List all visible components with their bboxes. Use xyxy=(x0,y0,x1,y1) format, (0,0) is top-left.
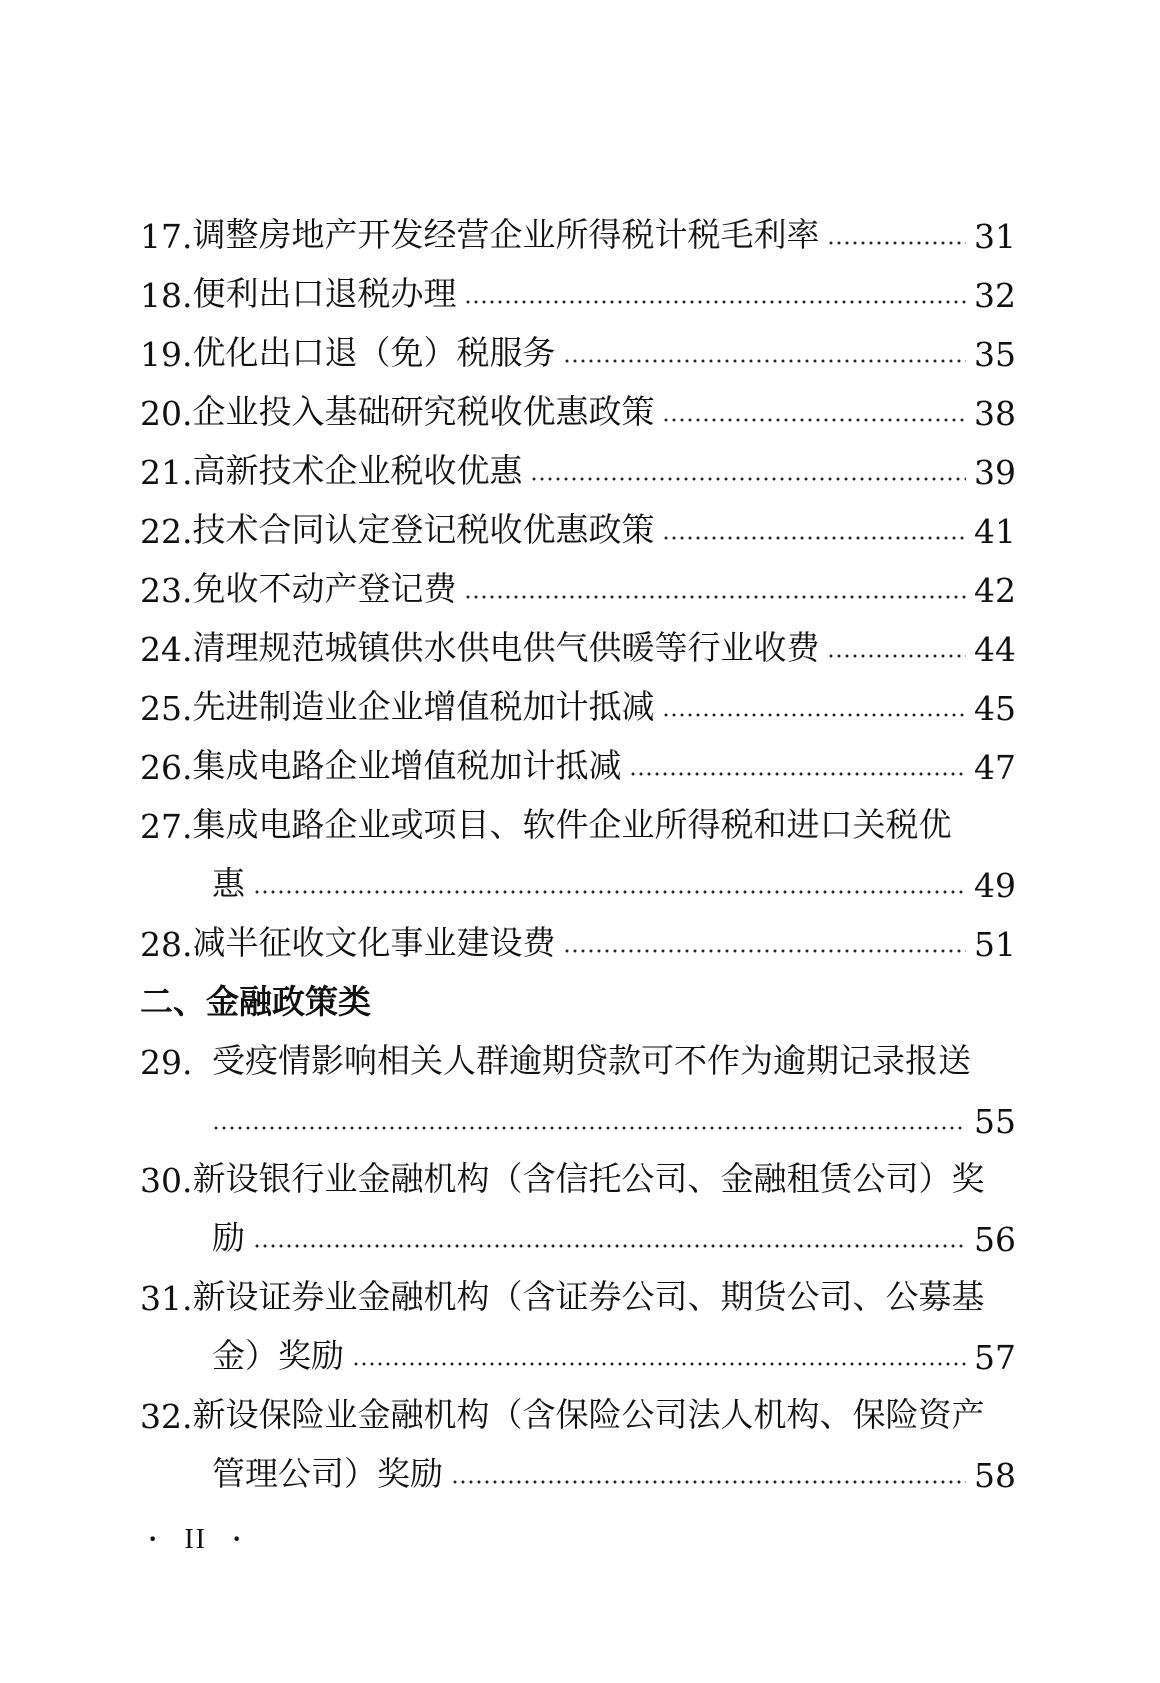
leader-dots xyxy=(563,359,966,363)
toc-entry-30[interactable] xyxy=(140,1141,1016,1259)
page-folio xyxy=(148,1524,243,1556)
leader-dots xyxy=(827,241,966,245)
leader-dots xyxy=(464,595,966,599)
entry-title-continued: 金）奖励 xyxy=(212,1336,344,1375)
entry-page: 55 xyxy=(974,1102,1016,1141)
leader-dots xyxy=(451,1480,966,1484)
entry-title: 新设保险业金融机构（含保险公司法人机构、保险资产 xyxy=(192,1395,985,1434)
entry-number: 23. xyxy=(140,571,193,610)
entry-title: 新设银行业金融机构（含信托公司、金融租赁公司）奖 xyxy=(192,1159,985,1198)
entry-page: 35 xyxy=(974,335,1016,374)
table-of-contents xyxy=(140,197,1016,1495)
entry-number: 21. xyxy=(140,453,193,492)
leader-dots xyxy=(253,890,966,894)
entry-number: 32. xyxy=(140,1397,193,1436)
entry-page: 32 xyxy=(974,276,1016,315)
entry-title-continued: 惠 xyxy=(212,864,245,903)
folio-dot-left: · xyxy=(148,1524,160,1555)
toc-entry-18[interactable] xyxy=(140,256,1016,315)
entry-number: 29. xyxy=(140,1043,193,1082)
entry-page: 51 xyxy=(974,925,1016,964)
entry-page: 58 xyxy=(974,1456,1016,1495)
leader-dots xyxy=(563,949,966,953)
entry-page: 38 xyxy=(974,394,1016,433)
entry-number: 30. xyxy=(140,1161,193,1200)
entry-title: 企业投入基础研究税收优惠政策 xyxy=(192,392,655,431)
toc-entry-32[interactable] xyxy=(140,1377,1016,1495)
entry-title: 优化出口退（免）税服务 xyxy=(192,333,556,372)
entry-page: 41 xyxy=(974,512,1016,551)
folio-roman-numeral: II xyxy=(184,1524,207,1555)
entry-page: 42 xyxy=(974,571,1016,610)
leader-dots xyxy=(662,536,966,540)
entry-page: 47 xyxy=(974,748,1016,787)
entry-number: 28. xyxy=(140,925,193,964)
entry-number: 18. xyxy=(140,276,193,315)
entry-page: 31 xyxy=(974,217,1016,256)
toc-entry-21[interactable] xyxy=(140,433,1016,492)
toc-entry-27[interactable] xyxy=(140,787,1016,905)
toc-entry-24[interactable] xyxy=(140,610,1016,669)
folio-dot-right: · xyxy=(232,1524,244,1555)
entry-number: 20. xyxy=(140,394,193,433)
entry-title: 技术合同认定登记税收优惠政策 xyxy=(192,510,655,549)
entry-page: 57 xyxy=(974,1338,1016,1377)
leader-dots xyxy=(662,418,966,422)
entry-title: 新设证券业金融机构（含证券公司、期货公司、公募基 xyxy=(192,1277,985,1316)
entry-title: 便利出口退税办理 xyxy=(192,274,457,313)
entry-title-continued: 管理公司）奖励 xyxy=(212,1454,443,1493)
entry-title: 先进制造业企业增值税加计抵减 xyxy=(192,687,655,726)
entry-page: 49 xyxy=(974,866,1016,905)
toc-entry-20[interactable] xyxy=(140,374,1016,433)
toc-entry-17[interactable] xyxy=(140,197,1016,256)
entry-number: 24. xyxy=(140,630,193,669)
leader-dots xyxy=(253,1244,966,1248)
entry-title: 集成电路企业或项目、软件企业所得税和进口关税优 xyxy=(192,805,952,844)
toc-entry-23[interactable] xyxy=(140,551,1016,610)
leader-dots xyxy=(352,1362,966,1366)
entry-number: 17. xyxy=(140,217,193,256)
leader-dots xyxy=(464,300,966,304)
leader-dots xyxy=(662,713,966,717)
entry-number: 19. xyxy=(140,335,193,374)
toc-entry-26[interactable] xyxy=(140,728,1016,787)
entry-title: 调整房地产开发经营企业所得税计税毛利率 xyxy=(192,215,820,254)
entry-title-continued: 励 xyxy=(212,1218,245,1257)
entry-title: 减半征收文化事业建设费 xyxy=(192,923,556,962)
entry-page: 39 xyxy=(974,453,1016,492)
entry-number: 26. xyxy=(140,748,193,787)
entry-title: 免收不动产登记费 xyxy=(192,569,457,608)
leader-dots xyxy=(629,772,966,776)
entry-number: 31. xyxy=(140,1279,193,1318)
section-heading-finance[interactable]: 二、金融政策类 xyxy=(140,982,371,1021)
toc-entry-25[interactable] xyxy=(140,669,1016,728)
toc-entry-28[interactable] xyxy=(140,905,1016,964)
entry-page: 56 xyxy=(974,1220,1016,1259)
entry-page: 44 xyxy=(974,630,1016,669)
leader-dots xyxy=(530,477,966,481)
toc-entry-31[interactable] xyxy=(140,1259,1016,1377)
toc-entry-19[interactable] xyxy=(140,315,1016,374)
entry-title: 高新技术企业税收优惠 xyxy=(192,451,523,490)
leader-dots xyxy=(827,654,966,658)
entry-page: 45 xyxy=(974,689,1016,728)
entry-number: 27. xyxy=(140,807,193,846)
toc-entry-29[interactable] xyxy=(140,1023,1016,1141)
toc-entry-22[interactable] xyxy=(140,492,1016,551)
entry-title: 受疫情影响相关人群逾期贷款可不作为逾期记录报送 xyxy=(212,1041,971,1080)
entry-number: 22. xyxy=(140,512,193,551)
entry-title: 集成电路企业增值税加计抵减 xyxy=(192,746,622,785)
entry-number: 25. xyxy=(140,689,193,728)
entry-title: 清理规范城镇供水供电供气供暖等行业收费 xyxy=(192,628,820,667)
leader-dots xyxy=(212,1126,966,1130)
